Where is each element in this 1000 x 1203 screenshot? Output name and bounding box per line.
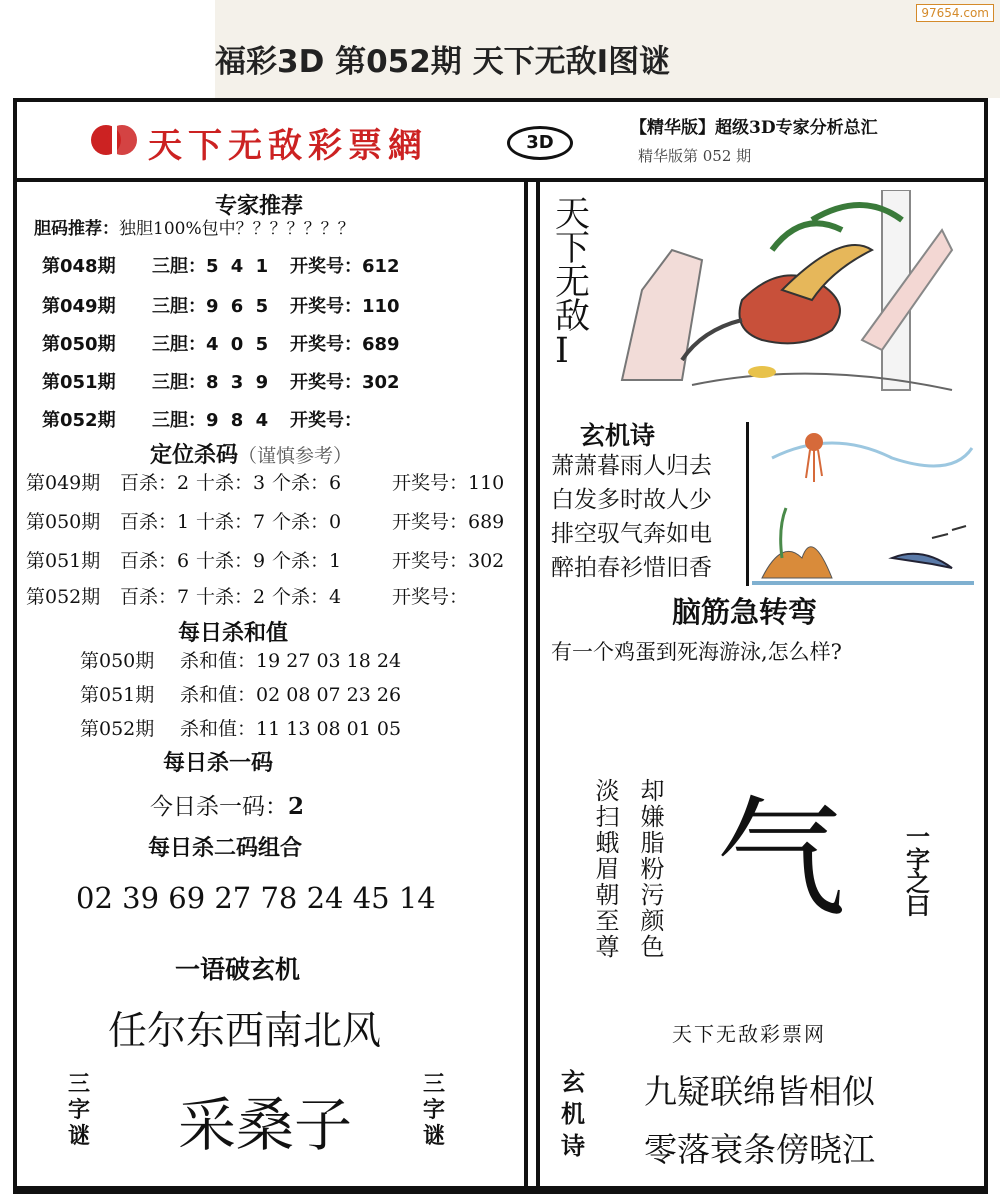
poem-line: 排空驭气奔如电 xyxy=(551,521,712,547)
expert-row xyxy=(42,368,400,394)
ge-kill: 个杀：1 xyxy=(272,550,342,572)
kill-row xyxy=(26,507,504,534)
dan-label: 三胆： xyxy=(152,372,206,393)
shi-kill: 十杀：3 xyxy=(196,472,266,494)
bai-kill: 百杀：2 xyxy=(120,472,190,494)
draw: 开奖号： xyxy=(392,586,469,608)
one-kill-value: 2 xyxy=(288,793,305,820)
expert-row xyxy=(42,252,400,278)
three-char-label-right: 三字谜 xyxy=(423,1072,448,1149)
issue: 第051期 xyxy=(42,372,116,393)
draw-label: 开奖号： xyxy=(290,256,362,277)
issue: 第050期 xyxy=(80,650,155,672)
issue: 第048期 xyxy=(42,256,116,277)
sum-row xyxy=(80,680,401,707)
logo-text: 天下无敌彩票網 xyxy=(148,126,428,166)
draw-label: 开奖号： xyxy=(290,410,362,431)
kill-row xyxy=(26,546,504,573)
dan-nums: 8 3 9 xyxy=(206,372,272,393)
issue: 第050期 xyxy=(26,511,101,533)
page-title: 福彩3D 第052期 天下无敌Ⅰ图谜 xyxy=(215,44,671,80)
issue-line: 精华版第 052 期 xyxy=(638,147,752,165)
dan-label: 三胆： xyxy=(152,410,206,431)
bottom-poem-line-2: 零落衰条傍晓江 xyxy=(644,1130,875,1169)
edition-line: 【精华版】超级3D专家分析总汇 xyxy=(630,118,878,138)
column-divider-left xyxy=(524,182,528,1194)
ge-kill: 个杀：0 xyxy=(272,511,342,533)
position-kill-title: 定位杀码 xyxy=(150,443,239,468)
shi-kill: 十杀：7 xyxy=(196,511,266,533)
sea-illustration xyxy=(752,418,974,588)
draw-label: 开奖号： xyxy=(290,372,362,393)
position-kill-note: （谨慎参考） xyxy=(238,445,353,467)
kill-row xyxy=(26,468,504,495)
kill-row xyxy=(26,582,468,609)
sum-label: 杀和值： xyxy=(180,684,257,706)
dan-nums: 9 8 4 xyxy=(206,410,272,431)
bai-kill: 百杀：1 xyxy=(120,511,190,533)
big-char-side: 一字之曰 xyxy=(906,823,930,920)
bottom-poem-line-1: 九疑联绵皆相似 xyxy=(644,1072,875,1111)
three-char-text: 采桑子 xyxy=(178,1091,353,1159)
issue: 第052期 xyxy=(80,718,155,740)
big-char: 气 xyxy=(716,783,847,935)
sum-row xyxy=(80,714,401,741)
ge-kill: 个杀：4 xyxy=(272,586,342,608)
sum-values: 02 08 07 23 26 xyxy=(256,684,402,706)
draw-number: 302 xyxy=(362,372,400,393)
two-kill-title: 每日杀二码组合 xyxy=(148,836,303,861)
draw: 开奖号：302 xyxy=(392,550,505,572)
verse-col-1: 却嫌脂粉污颜色 xyxy=(636,778,664,960)
dan-label: 三胆： xyxy=(152,296,206,317)
bottom-poem-label: 玄机诗 xyxy=(561,1068,585,1160)
draw: 开奖号：689 xyxy=(392,511,505,533)
issue: 第050期 xyxy=(42,334,116,355)
shi-kill: 十杀：2 xyxy=(196,586,266,608)
dan-label: 胆码推荐： xyxy=(34,219,119,239)
brand-text: 天下无敌彩票网 xyxy=(672,1022,826,1046)
poem-line: 萧萧暮雨人归去 xyxy=(551,453,712,479)
sum-label: 杀和值： xyxy=(180,718,257,740)
issue: 第049期 xyxy=(42,296,116,317)
vertical-title: 天下无敌Ⅰ xyxy=(555,195,591,371)
expert-row xyxy=(42,292,400,318)
dan-value: 独胆100%包中？？？？？？？ xyxy=(119,219,355,239)
bai-kill: 百杀：7 xyxy=(120,586,190,608)
draw-number: 110 xyxy=(362,296,400,317)
column-divider-right xyxy=(536,182,540,1194)
poem-lines xyxy=(551,449,712,585)
draw: 开奖号：110 xyxy=(392,472,505,494)
dan-row xyxy=(34,214,355,239)
one-kill-row xyxy=(150,788,304,821)
sum-values: 11 13 08 01 05 xyxy=(256,718,402,740)
3d-badge: 3D xyxy=(507,126,573,160)
eagle-illustration xyxy=(612,190,957,400)
expert-row xyxy=(42,406,362,432)
verse-col-2: 淡扫蛾眉朝至尊 xyxy=(591,778,619,960)
phrase-title: 一语破玄机 xyxy=(175,955,301,984)
dan-label: 三胆： xyxy=(152,256,206,277)
riddle-text: 有一个鸡蛋到死海游泳,怎么样? xyxy=(551,640,842,664)
poem-title: 玄机诗 xyxy=(580,421,656,450)
two-kill-values: 02 39 69 27 78 24 45 14 xyxy=(76,881,436,915)
sum-row xyxy=(80,646,401,673)
expert-title: 专家推荐 xyxy=(215,194,304,219)
dan-label: 三胆： xyxy=(152,334,206,355)
three-char-label-left: 三字谜 xyxy=(68,1072,93,1149)
dan-nums: 9 6 5 xyxy=(206,296,272,317)
sum-label: 杀和值： xyxy=(180,650,257,672)
riddle-title: 脑筋急转弯 xyxy=(672,595,818,629)
poem-line: 醉拍春衫惜旧香 xyxy=(551,555,712,581)
issue: 第051期 xyxy=(26,550,101,572)
one-kill-title: 每日杀一码 xyxy=(163,751,274,776)
draw-label: 开奖号： xyxy=(290,296,362,317)
dan-nums: 5 4 1 xyxy=(206,256,272,277)
sum-values: 19 27 03 18 24 xyxy=(256,650,402,672)
dan-nums: 4 0 5 xyxy=(206,334,272,355)
sum-kill-title: 每日杀和值 xyxy=(178,621,289,646)
draw-number: 612 xyxy=(362,256,400,277)
one-kill-label: 今日杀一码： xyxy=(150,794,288,820)
issue: 第051期 xyxy=(80,684,155,706)
expert-row xyxy=(42,330,400,356)
poem-line: 白发多时故人少 xyxy=(551,487,712,513)
bai-kill: 百杀：6 xyxy=(120,550,190,572)
draw-number: 689 xyxy=(362,334,400,355)
draw-label: 开奖号： xyxy=(290,334,362,355)
site-watermark: 97654.com xyxy=(916,4,994,22)
issue: 第052期 xyxy=(42,410,116,431)
logo-icon xyxy=(88,120,140,160)
issue: 第052期 xyxy=(26,586,101,608)
position-kill-heading xyxy=(150,438,352,469)
frame-bottom-line xyxy=(17,1186,984,1190)
shi-kill: 十杀：9 xyxy=(196,550,266,572)
issue: 第049期 xyxy=(26,472,101,494)
phrase-text: 任尔东西南北风 xyxy=(108,1009,382,1054)
ge-kill: 个杀：6 xyxy=(272,472,342,494)
poem-divider xyxy=(746,422,749,586)
